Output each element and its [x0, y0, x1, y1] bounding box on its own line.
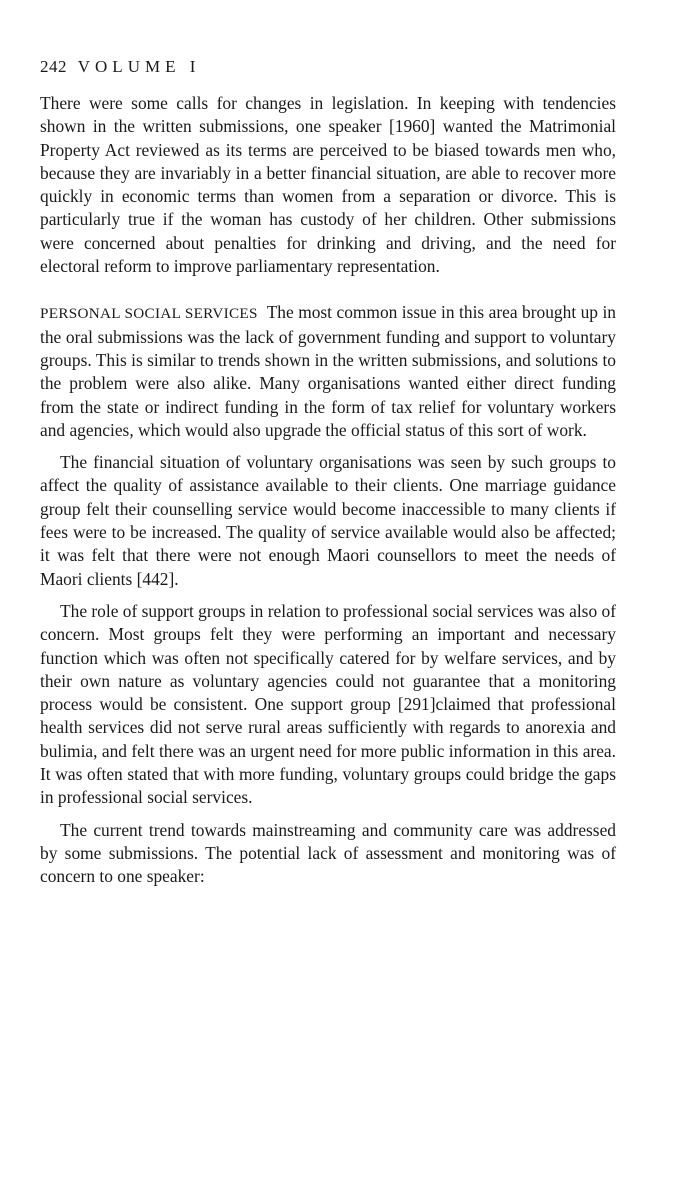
- paragraph-personal-social-services: [40, 301, 616, 442]
- volume-label: VOLUME I: [77, 57, 201, 76]
- paragraph-legislation: There were some calls for changes in legislation. In keeping with tendencies shown in the written submissions, one speaker [1960] wanted the Matrimonial Property Act reviewed as its terms are perceived to be biased towards men who, because they are invariably in a better financial situation, are able to recover more quickly in economic terms than women from a separation or divorce. This is particularly true if the woman has custody of her children. Other submissions were concerned about penalties for drinking and driving, and the need for electoral reform to improve parliamentary representation.: [40, 93, 616, 277]
- paragraph-mainstreaming: The current trend towards mainstreaming and community care was addressed by some submissions. The potential lack of assessment and monitoring was of concern to one speaker:: [40, 819, 616, 887]
- page: [40, 56, 616, 889]
- paragraph-support-groups: The role of support groups in relation to professional social services was also of concern. Most groups felt they were performing an important and necessary function which was often not specifically catered for by welfare services, and by their own nature as voluntary agencies could not guarantee that a monitoring process would be consistent. One support group [291]claimed that professional health services did not serve rural areas sufficiently with regards to anorexia and bulimia, and felt there was an urgent need for more public information in this area. It was often stated that with more funding, voluntary groups could bridge the gaps in professional social services.: [40, 600, 616, 808]
- paragraph-funding-text: The most common issue in this area brought up in the oral submissions was the lack of government funding and support to voluntary groups. This is similar to trends shown in the written submissions, and solutions to the problem were also alike. Many organisations wanted either direct funding from the state or indirect funding in the form of tax relief for voluntary workers and agencies, which would also upgrade the official status of this sort of work.: [40, 302, 616, 440]
- page-number: 242: [40, 57, 67, 76]
- running-head: [40, 56, 616, 78]
- paragraph-financial-situation: The financial situation of voluntary organisations was seen by such groups to affect the quality of assistance available to their clients. One marriage guidance group felt their counselling service would become inaccessible to many clients if fees were to be increased. The quality of service available would also be affected; it was felt that there were not enough Maori counsellors to meet the needs of Maori clients [442].: [40, 452, 616, 589]
- section-heading: PERSONAL SOCIAL SERVICES: [40, 305, 258, 323]
